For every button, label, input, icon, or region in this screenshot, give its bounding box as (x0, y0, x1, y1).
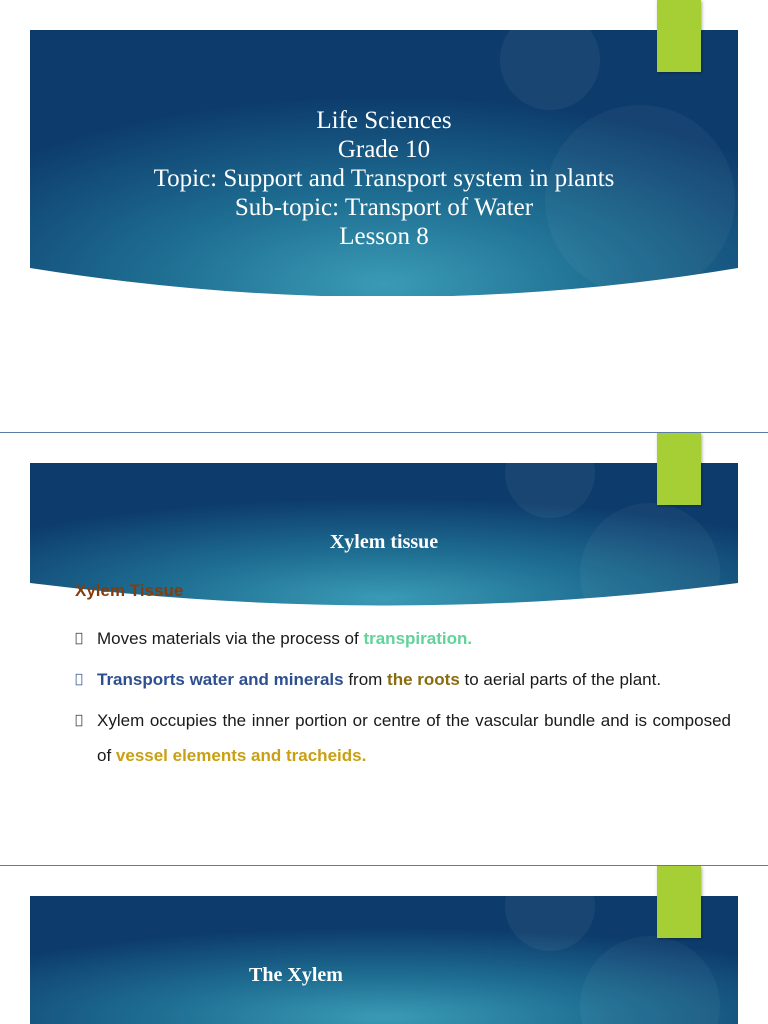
slide-title: The Xylem (249, 964, 343, 986)
highlight-term: the roots (387, 670, 460, 689)
accent-tab (657, 433, 701, 505)
highlight-term: transpiration. (363, 629, 473, 648)
title-line-lesson: Lesson 8 (339, 223, 429, 250)
slide-title (0, 0, 768, 432)
bullet-icon (75, 703, 89, 738)
section-heading: Xylem Tissue (75, 581, 184, 600)
title-line-grade: Grade 10 (337, 136, 431, 163)
bullet-text: Moves materials via the process of (97, 629, 364, 648)
title-line-subject: Life Sciences (316, 107, 452, 134)
slide-body (75, 581, 731, 779)
accent-tab (657, 866, 701, 938)
slide-xylem-tissue (0, 433, 768, 865)
bullet-text: to aerial parts of the plant. (459, 670, 662, 689)
title-text-block (30, 106, 738, 251)
bullet-item (75, 662, 731, 697)
bullet-icon (75, 621, 89, 656)
bullet-icon (75, 662, 89, 697)
bullet-item (75, 703, 731, 773)
title-line-topic: Topic: Support and Transport system in plants (153, 165, 615, 192)
slide-banner (30, 896, 738, 1024)
highlight-term: Transports water and minerals (97, 670, 344, 689)
highlight-term: vessel elements and tracheids. (115, 746, 367, 765)
accent-tab (657, 0, 701, 72)
bullet-item (75, 621, 731, 656)
bullet-text: from (343, 670, 388, 689)
title-line-subtopic: Sub-topic: Transport of Water (234, 194, 534, 221)
slide-the-xylem (0, 866, 768, 1024)
title-banner (30, 30, 738, 296)
slide-title: Xylem tissue (329, 531, 439, 553)
bullet-text: Xylem occupies the inner portion or centre of the vascular bundle and is composed of (97, 711, 731, 765)
